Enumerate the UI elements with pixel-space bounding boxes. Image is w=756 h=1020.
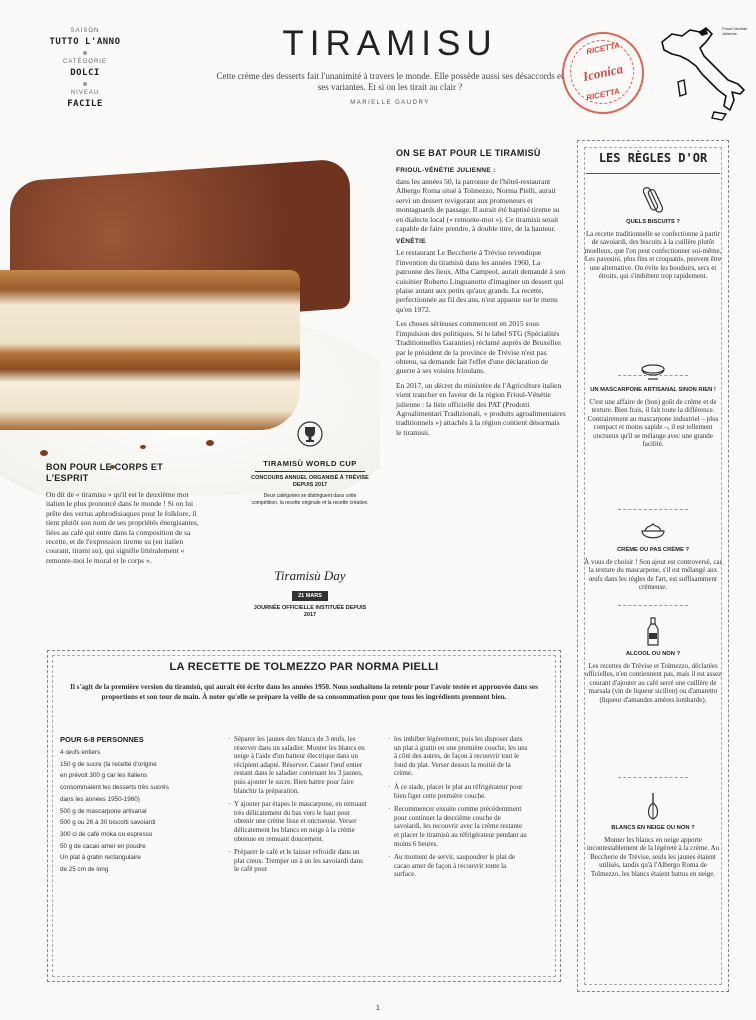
biscuit-icon — [643, 185, 663, 215]
whisk-icon — [645, 791, 661, 821]
trophy-icon — [296, 420, 324, 448]
meta-level-label: NIVEAU — [70, 90, 100, 96]
ingredient-line: 500 g de mascarpone artisanal — [60, 807, 147, 815]
meta-divider — [83, 51, 87, 55]
recipe-box — [47, 650, 561, 982]
tiramisu-day-date: 21 MARS — [292, 591, 328, 601]
golden-rules-title: LES RÈGLES D'OR — [598, 151, 708, 165]
left-section-text: On dit de « tiramisu » qu'il est le deuxième mot italien le plus prononcé dans le monde ! Si on lui prête des vertus aphrodisiaques pour le folklore, il tient plutôt son nom de ses propriétés énergisantes, liées au café qui entre dans la composition de sa recette, et de l'expression tireme su (en italien courant, tirami su), qui signifie littéralement « remonte-moi le moral et le corps ». — [46, 490, 199, 565]
tiramisu-day-subtitle: JOURNÉE OFFICIELLE INSTITUÉE DEPUIS 2017 — [253, 605, 367, 618]
meta-divider — [83, 82, 87, 86]
italy-map — [654, 20, 752, 130]
recipe-step: · les imbiber légèrement, puis les disposer dans un plat à gratin en une première couche, les uns à côté des autres, de façon à recouvrir tout le fond du plat. Verser dessus la moitié de la crème. — [388, 735, 528, 778]
recipe-title: LA RECETTE DE TOLMEZZO PAR NORMA PIELLI — [169, 661, 439, 673]
rule-text: Les recettes de Trévise et Tolmezzo, déclarées officielles, n'en contiennent pas, mais il est assez courant d'ajouter au café serré une cuillère de marsala (vin de liqueur sicilien) ou d'amaretto (liqueur d'amandes amères lombarde). — [584, 661, 722, 704]
meta-season-value: TUTTO L'ANNO — [49, 37, 121, 47]
author-name: MARIELLE GAUDRY — [350, 100, 430, 106]
rule-heading: CRÈME OU PAS CRÈME ? — [616, 547, 690, 553]
rule-text: À vous de choisir ! Son ajout est controversé, car la texture du mascarpone, s'il est mélangé aux œufs dans les règles de l'art, est suffisamment crémeuse. — [584, 557, 722, 592]
tiramisu-day-script: Tiramisù Day — [274, 568, 346, 583]
recipe-intro: Il s'agit de la première version du tiramisù, qui aurait été écrite dans les années 1950. Nous souhaitons la retenir pour l'avoir testée et approuvée dans ses proportions et son tour de main. À noter qu'elle se prépare la veille de sa consommation pour que tous les ingrédients prennent bien. — [70, 683, 538, 701]
ingredient-line: Un plat à gratin rectangulaire — [60, 854, 141, 862]
worldcup-title: TIRAMISÙ WORLD CUP — [263, 459, 357, 468]
rule-item — [584, 791, 722, 878]
recipe-step: · Recommencer ensuite comme précédemment pour continuer la deuxième couche de savoiardi, les recouvrir avec la crème restante et placer le tiramisù au réfrigérateur pendant au moins 6 heures. — [388, 805, 528, 848]
rule-text: La recette traditionnelle se confectionne à partir de savoiardi, des biscuits à la cuillère plutôt moelleux, que l'on peut confectionner soi-même. Les pavesini, plus fins et croquants, peuvent être une alternative. On évite les boudoirs, secs et étroits, qui s'imbibent trop rapidement. — [584, 229, 722, 281]
ingredient-line: consommaient les desserts très sucrés — [60, 784, 169, 792]
rule-text: Monter les blancs en neige apporte incontestablement de la légèreté à la crème. Au Beccherie de Trévise, seuls les jaunes étaient utilisés, tandis qu'à l'Albergo Roma de Tolmezzo, les blancs étaient battus en neige. — [586, 835, 720, 878]
rule-item — [584, 521, 722, 592]
golden-rules-box — [577, 140, 729, 992]
ingredient-line: 500 g ou 26 à 30 biscotti savoiardi — [60, 819, 156, 827]
left-section — [46, 462, 206, 565]
stamp-bottom-text: RICETTA — [585, 86, 621, 103]
recipe-step: · Au moment de servir, saupoudrer le plat de cacao amer de façon à recouvrir toute la surface. — [388, 853, 528, 879]
recipe-step: · À ce stade, placer le plat au réfrigérateur pour bien figer cette première couche. — [388, 783, 528, 800]
ingredient-line: 4 œufs entiers — [60, 749, 101, 756]
page-number: 1 — [376, 1005, 380, 1012]
recipe-step: · Séparer les jaunes des blancs de 3 œufs, les réserver dans un saladier. Monter les blancs en neige à l'aide d'un batteur électrique dans un récipient adapté. Réserver. Casser l'œuf entier restant dans le saladier contenant les 3 jaunes, puis ajouter le sucre. Bien battre pour faire blanchir la préparation. — [228, 735, 368, 795]
rule-item — [584, 185, 722, 281]
meta-category-value: DOLCI — [70, 68, 100, 78]
ingredient-line: 150 g de sucre (la recette d'origine — [60, 760, 157, 768]
cream-bowl-icon — [640, 521, 666, 543]
map-label: Frioul-Vénétie Julienne — [722, 26, 747, 36]
meta-level-value: FACILE — [67, 99, 103, 109]
ingredient-line: en prévoit 300 g car les Italiens — [60, 772, 148, 780]
rule-heading: QUELS BISCUITS ? — [626, 219, 680, 225]
middle-section — [396, 148, 566, 442]
italy-map-icon — [654, 20, 752, 130]
ingredient-line: 300 cl de café moka ou espresso — [60, 830, 153, 838]
ingredients-heading: POUR 6-8 PERSONNES — [60, 735, 144, 744]
stamp-mid-text: Iconica — [581, 60, 625, 85]
middle-paragraph: Les choses sérieuses commencent en 2015 sous l'impulsion des politiques. Si le label STG (Spécialités Traditionnelles Garanties) réclamé auprès de Bruxelles par le président de la province de Trévise n'est pas obtenu, sa demande fait l'effet d'une déclaration de guerre à ses voisins frioulans. — [396, 319, 561, 376]
middle-subheading-friuli: FRIOUL-VÉNÉTIE JULIENNE : — [396, 167, 496, 174]
rule-heading: BLANCS EN NEIGE OU NON ? — [611, 825, 695, 831]
meta-season-label: SAISON — [70, 28, 100, 34]
ingredient-line: 50 g de cacao amer en poudre — [60, 842, 146, 850]
ricetta-iconica-stamp — [562, 32, 644, 114]
ingredients — [60, 735, 218, 876]
page-title: TIRAMISU — [282, 24, 498, 63]
worldcup-subtitle: CONCOURS ANNUEL ORGANISÉ À TRÉVISE DEPUIS 2017 — [251, 475, 369, 488]
recipe-step: · Préparer le café et le laisser refroidir dans un plat creux. Tremper un à un les savoiardi dans le café pour — [228, 848, 368, 874]
worldcup-description: Deux catégories se distinguent dans cette compétition, la recette originale et la recette créative. — [251, 493, 369, 506]
meta-category-label: CATÉGORIE — [63, 59, 107, 65]
stamp-top-text: RICETTA — [585, 40, 621, 57]
bottle-icon — [645, 617, 661, 647]
ingredient-line: dans les années 1950-1960) — [60, 795, 140, 803]
middle-subheading-veneto: VÉNÉTIE — [396, 238, 426, 246]
recipe-meta — [40, 28, 130, 113]
recipe-step: · Y ajouter par étapes le mascarpone, en remuant très délicatement du bas vers le haut pour obtenir une crème lisse et onctueuse. Verser délicatement les blancs en neige à la crème obtenue en remuant doucement. — [228, 800, 368, 843]
rule-heading: ALCOOL OU NON ? — [625, 651, 681, 657]
steps-column-1 — [228, 735, 368, 879]
rule-heading: UN MASCARPONE ARTISANAL SINON RIEN ! — [590, 387, 716, 393]
rule-text: C'est une affaire de (bon) goût de crème et de texture. Bien frais, il fait toute la différence. Contrairement au mascarpone industriel – plus compact et moins sapide –, il est tellement onctueux qu'il se mélange avec une grande facilité. — [587, 397, 719, 449]
worldcup-badge — [250, 420, 370, 506]
intro-text: Cette crème des desserts fait l'unanimité à travers le monde. Elle possède aussi ses désaccords et ses variantes. Et si on les tirait au clair ? — [216, 71, 564, 92]
rule-item — [584, 361, 722, 449]
middle-section-heading: ON SE BAT POUR LE TIRAMISÙ — [396, 148, 541, 158]
tiramisu-day — [250, 568, 370, 619]
middle-paragraph: En 2017, un décret du ministère de l'Agriculture italien vient trancher en faveur de la région Frioul-Vénétie julienne : la liste officielle des PAT (Prodotti Agroalimentari Tradizionali, « produits agroalimentaires traditionnels ») attachés à la région contient désormais le tiramisù. — [396, 380, 566, 437]
middle-paragraph: Le restaurant Le Beccherie à Trévise revendique l'invention du tiramisù dans les années 1960. La patronne des lieux, Alba Campeol, aurait demandé à son cuisinier Roberto Linguanotto d'imaginer un dessert qui plaise autant aux petits qu'aux grands. La recette, perfectionnée au fil des ans, n'est apparue sur le menu qu'en 1972. — [396, 248, 566, 314]
ingredients-list — [60, 747, 218, 876]
middle-paragraph: dans les années 50, la patronne de l'hôtel-restaurant Albergo Roma situé à Tolmezzo, Norma Pielli, aurait servi un dessert revigorant aux promeneurs et montagnards de passage. Il aurait été baptisé tireme su en dialecte local (« remonte-moi »). Ce tiramisù serait capable de faire prendre, à double titre, de la hauteur. — [396, 177, 560, 234]
steps-column-2 — [388, 735, 528, 884]
rule-item — [584, 617, 722, 704]
bowl-icon — [640, 361, 666, 383]
left-section-heading: BON POUR LE CORPS ET L'ESPRIT — [46, 462, 164, 483]
cake-layers — [0, 270, 300, 430]
ingredient-line: de 25 cm de long — [60, 866, 109, 874]
